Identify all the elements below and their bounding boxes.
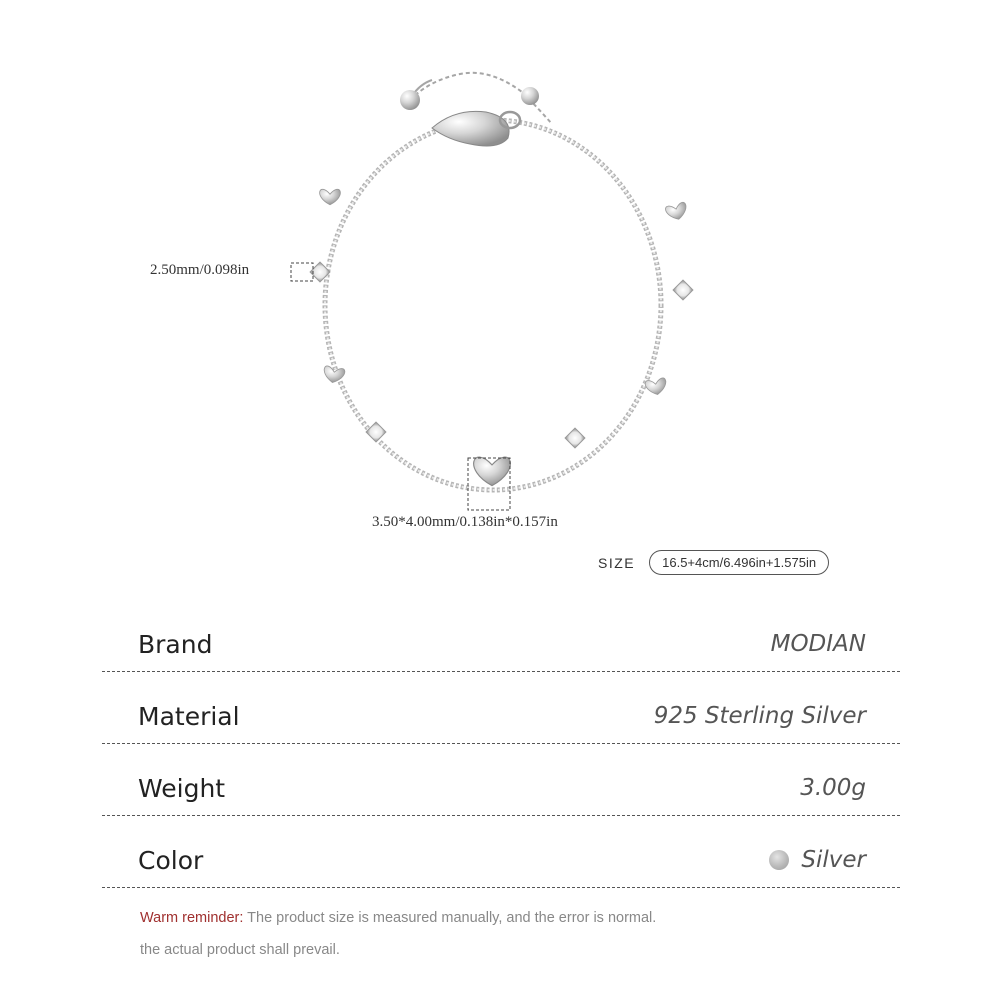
size-value-pill: 16.5+4cm/6.496in+1.575in — [649, 550, 829, 575]
spec-row-weight — [102, 744, 900, 816]
spec-value: MODIAN — [770, 631, 866, 657]
lobster-clasp — [432, 111, 520, 146]
size-row — [598, 550, 829, 575]
spec-key: Material — [138, 702, 240, 731]
reminder-line-1 — [140, 902, 656, 934]
stone-charms — [310, 262, 693, 448]
reminder-line-2: the actual product shall prevail. — [140, 942, 340, 958]
spec-key: Weight — [138, 774, 226, 803]
warm-reminder — [140, 902, 656, 966]
spec-value: 925 Sterling Silver — [653, 703, 866, 729]
spec-row-brand — [102, 600, 900, 672]
wire-width-label: 2.50mm/0.098in — [150, 262, 250, 278]
charm-size-label: 3.50*4.00mm/0.138in*0.157in — [372, 514, 558, 530]
slider-bead — [521, 87, 539, 105]
spec-value: 3.00g — [800, 775, 866, 801]
spec-row-color — [102, 816, 900, 888]
spec-value — [769, 847, 866, 873]
color-value: Silver — [801, 847, 866, 873]
spec-key: Brand — [138, 630, 213, 659]
spec-key: Color — [138, 846, 204, 875]
size-label: SIZE — [598, 554, 636, 571]
spec-table — [102, 600, 900, 888]
silver-swatch-icon — [769, 850, 789, 870]
reminder-text-1: The product size is measured manually, and the error is normal. — [243, 910, 657, 926]
reminder-title: Warm reminder: — [140, 910, 244, 926]
end-bead — [400, 90, 420, 110]
spec-row-material — [102, 672, 900, 744]
